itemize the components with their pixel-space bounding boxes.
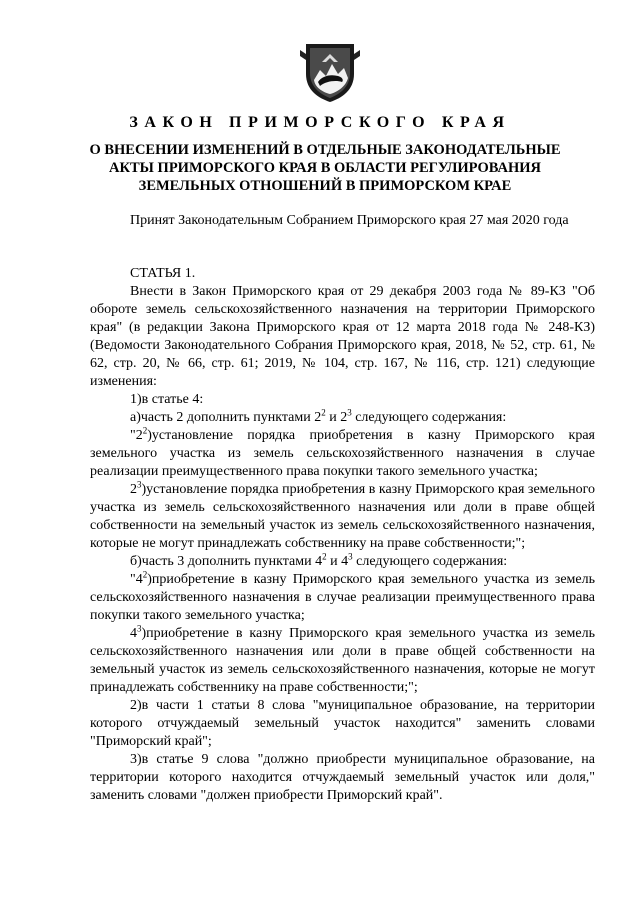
item-1b-point-4-2: "$4^2)приобретение$ в казну Приморского края земельного участка из земель сельскохозяйственного назначения в случае реализации преимущественного права покупки такого земельного участка;: [90, 569, 595, 623]
article-body: [90, 265, 595, 805]
adoption-block: [90, 212, 595, 230]
item-1b: б)часть 3 дополнить пунктами $4^2$ и $4^3$ следующего содержания:: [130, 551, 508, 569]
adoption-note: Принят Законодательным Собранием Приморского края 27 мая 2020 года: [130, 213, 569, 228]
item-3: 3)в статье 9 слова "должно приобрести муниципальное образование, на территории которого находится отчуждаемый земельный участок или доля," заменить словами "должен приобрести Приморский край".: [90, 752, 595, 803]
intro-paragraph: Внести в Закон Приморского края от 29 декабря 2003 года № 89-КЗ "Об обороте земель сельскохозяйственного назначения на территории Приморского края" (в редакции Закона Приморского края от 12 марта 2018 года № 248-КЗ) (Ведомости Законодательного Собрания Приморского края, 2018, № 52, стр. 61, № 62, стр. 20, № 66, стр. 61; 2019, № 104, стр. 167, № 116, стр. 121) следующие изменения:: [90, 284, 595, 389]
item-1a: а)часть 2 дополнить пунктами $2^2$ и $2^3$ следующего содержания:: [130, 407, 507, 425]
article-heading: СТАТЬЯ 1.: [130, 266, 196, 281]
coat-of-arms-icon: [300, 40, 360, 104]
item-2: 2)в части 1 статьи 8 слова "муниципальное образование, на территории которого отчуждаемый земельный участок находится" заменить словами "Приморский край";: [90, 698, 595, 749]
item-1: 1)в статье 4:: [130, 392, 204, 407]
item-1a-point-2-3: $2^3)установление$ порядка приобретения в казну Приморского края земельного участка из земель сельскохозяйственного назначения или доли в праве общей собственности на земельный участок из земель сельскохозяйственного назначения, которые не могут принадлежать собственнику на праве собственности;";: [90, 479, 595, 551]
item-1b-point-4-3: $4^3)приобретение$ в казну Приморского края земельного участка из земель сельскохозяйственного назначения или доли в праве общей собственности на земельный участок из земель сельскохозяйственного назначения, которые не могут принадлежать собственнику на праве собственности;";: [90, 623, 595, 695]
item-1a-point-2-2: "$2^2)установление$ порядка приобретения в казну Приморского края земельного участка из земель сельскохозяйственного назначения в случае реализации преимущественного права покупки такого земельного участка;: [90, 425, 595, 479]
law-title: ЗАКОН ПРИМОРСКОГО КРАЯ: [129, 114, 511, 131]
law-subtitle: О ВНЕСЕНИИ ИЗМЕНЕНИЙ В ОТДЕЛЬНЫЕ ЗАКОНОДАТЕЛЬНЫЕ АКТЫ ПРИМОРСКОГО КРАЯ В ОБЛАСТИ РЕГУЛИРОВАНИЯ ЗЕМЕЛЬНЫХ ОТНОШЕНИЙ В ПРИМОРСКОМ КРАЕ: [89, 142, 561, 194]
